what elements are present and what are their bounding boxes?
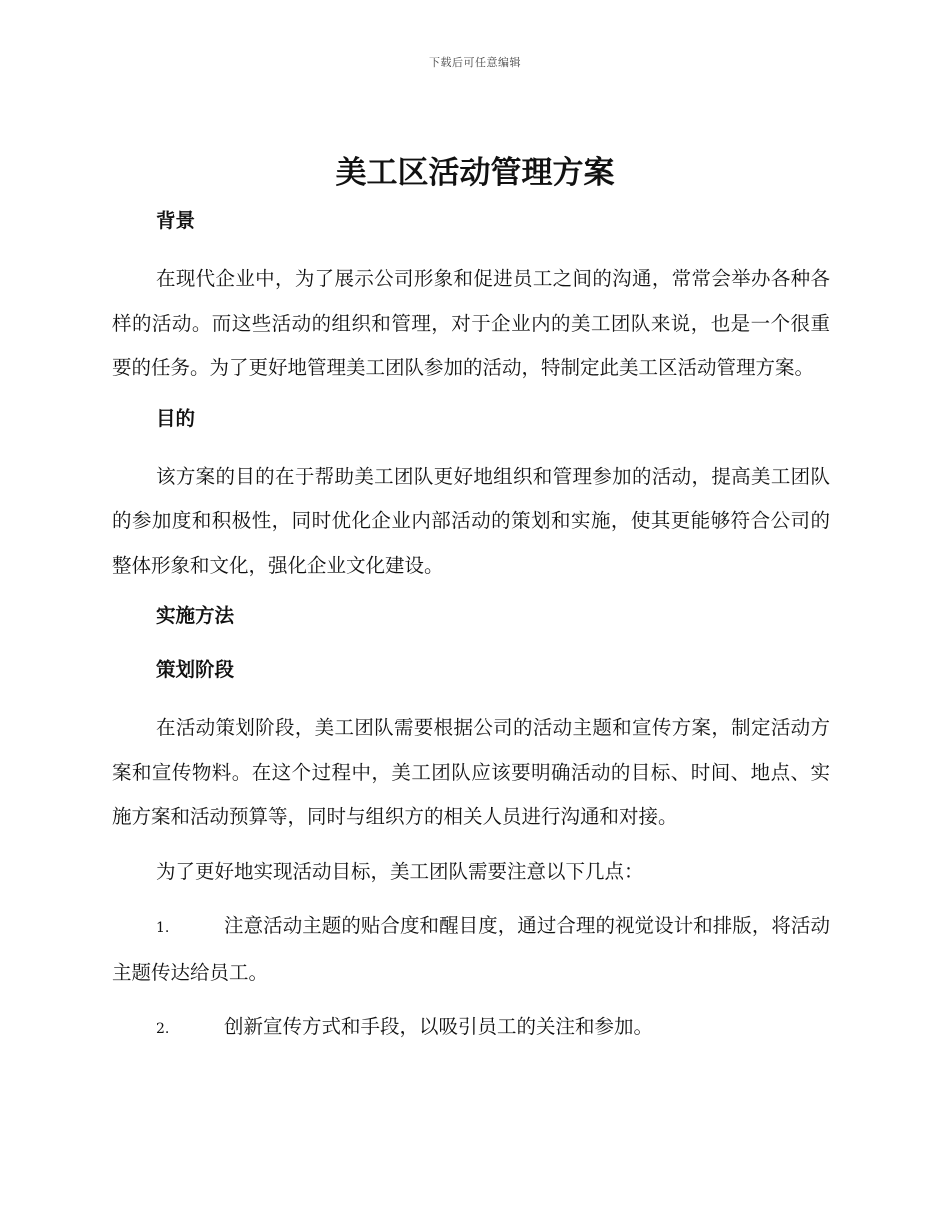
document-title: 美工区活动管理方案 bbox=[335, 155, 615, 191]
list-item-text: 注意活动主题的贴合度和醒目度，通过合理的视觉设计和排版，将活动主题传达给员工。 bbox=[112, 914, 830, 984]
paragraph-planning: 在活动策划阶段，美工团队需要根据公司的活动主题和宣传方案，制定活动方案和宣传物料。在这个过程中，美工团队应该要明确活动的目标、时间、地点、实施方案和活动预算等，同时与组织方的相关人员进行沟通和对接。 bbox=[112, 716, 830, 828]
paragraph-notes-intro: 为了更好地实现活动目标，美工团队需要注意以下几点： bbox=[156, 859, 644, 883]
list-item-number: 2. bbox=[156, 1021, 170, 1037]
document-body bbox=[112, 203, 830, 1062]
list-item bbox=[112, 904, 830, 995]
list-item-number: 1. bbox=[156, 920, 170, 936]
section-heading-background: 背景 bbox=[156, 209, 196, 232]
section-heading-purpose: 目的 bbox=[156, 406, 196, 430]
numbered-list bbox=[112, 904, 830, 1052]
section-heading-method: 实施方法 bbox=[156, 604, 235, 627]
page-header-note: 下载后可任意编辑 bbox=[429, 56, 521, 69]
paragraph-background: 在现代企业中，为了展示公司形象和促进员工之间的沟通，常常会举办各种各样的活动。而这些活动的组织和管理，对于企业内的美工团队来说，也是一个很重要的任务。为了更好地管理美工团队参加的活动，特制定此美工区活动管理方案。 bbox=[112, 267, 830, 379]
section-heading-planning: 策划阶段 bbox=[156, 658, 235, 681]
list-item-text: 创新宣传方式和手段，以吸引员工的关注和参加。 bbox=[224, 1015, 654, 1038]
list-item bbox=[112, 1005, 830, 1052]
paragraph-purpose: 该方案的目的在于帮助美工团队更好地组织和管理参加的活动，提高美工团队的参加度和积极性，同时优化企业内部活动的策划和实施，使其更能够符合公司的整体形象和文化，强化企业文化建设。 bbox=[112, 464, 830, 577]
